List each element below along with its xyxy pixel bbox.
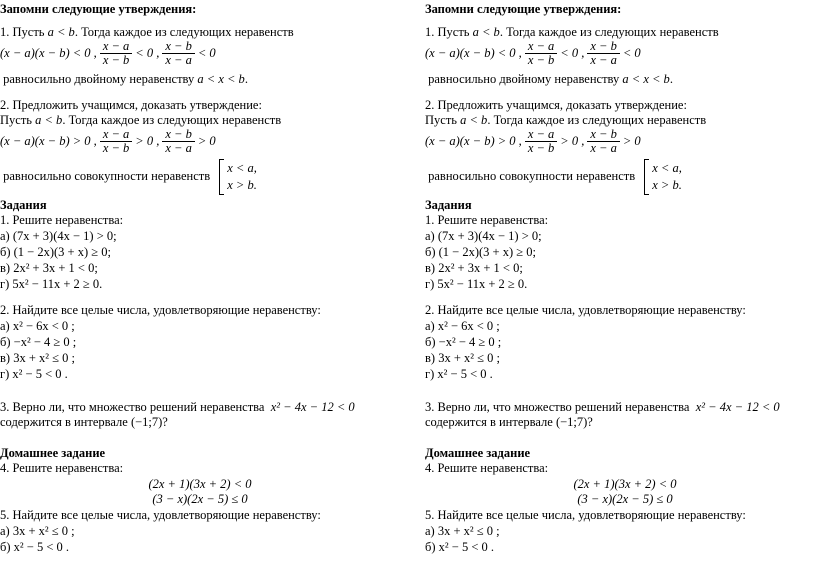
section-heading-tasks: Задания bbox=[425, 198, 472, 212]
statement-2-inequalities bbox=[425, 128, 641, 155]
fraction-2-denominator: x − a bbox=[590, 53, 617, 67]
homework-5-item-b: б) x² − 5 < 0 . bbox=[0, 540, 69, 554]
fraction-2 bbox=[162, 40, 194, 67]
fraction-4-relation: > 0 bbox=[622, 134, 641, 148]
fraction-3-denominator: x − b bbox=[527, 141, 555, 155]
statement-1-condition: a < b bbox=[47, 25, 75, 39]
union-line-2: x > b. bbox=[227, 178, 257, 193]
conclusion-period: . bbox=[244, 72, 248, 86]
section-heading-homework: Домашнее задание bbox=[0, 446, 106, 460]
task-1-item-c: в) 2x² + 3x + 1 < 0; bbox=[425, 261, 523, 275]
section-heading-tasks: Задания bbox=[0, 198, 47, 212]
fraction-1-numerator: x − a bbox=[525, 40, 557, 54]
task-1-item-b: б) (1 − 2x)(3 + x) ≥ 0; bbox=[425, 245, 536, 259]
statement-2-rest: . Тогда каждое из следующих неравенств bbox=[62, 113, 282, 127]
statement-1-rest: . Тогда каждое из следующих неравенств bbox=[74, 25, 294, 39]
product-inequality-1: (x − a)(x − b) < 0 , bbox=[425, 46, 522, 60]
task-3-line-1 bbox=[425, 400, 780, 415]
statement-1-condition: a < b bbox=[472, 25, 500, 39]
task-1-item-b: б) (1 − 2x)(3 + x) ≥ 0; bbox=[0, 245, 111, 259]
fraction-1-relation: < 0 , bbox=[560, 46, 585, 60]
fraction-3-relation: > 0 , bbox=[135, 134, 160, 148]
fraction-3-denominator: x − b bbox=[102, 141, 130, 155]
union-line-1: x < a, bbox=[652, 161, 682, 176]
task-2-item-a: а) x² − 6x < 0 ; bbox=[425, 319, 500, 333]
statement-2-line bbox=[0, 113, 281, 128]
statement-1-inequalities bbox=[425, 40, 641, 67]
statement-1-conclusion bbox=[0, 72, 248, 87]
fraction-4-denominator: x − a bbox=[590, 141, 617, 155]
task-2-item-d: г) x² − 5 < 0 . bbox=[0, 367, 68, 381]
fraction-1 bbox=[100, 40, 132, 67]
conclusion-period: . bbox=[669, 72, 673, 86]
task-1-item-a: а) (7x + 3)(4x − 1) > 0; bbox=[0, 229, 117, 243]
statement-2-rest: . Тогда каждое из следующих неравенств bbox=[487, 113, 707, 127]
union-line-1: x < a, bbox=[227, 161, 257, 176]
task-2-item-c: в) 3x + x² ≤ 0 ; bbox=[425, 351, 500, 365]
fraction-1 bbox=[525, 40, 557, 67]
union-text: равносильно совокупности неравенств bbox=[3, 169, 211, 183]
fraction-2 bbox=[587, 40, 619, 67]
fraction-1-denominator: x − b bbox=[102, 53, 130, 67]
statement-2-condition: a < b bbox=[460, 113, 488, 127]
task-2-item-a: а) x² − 6x < 0 ; bbox=[0, 319, 75, 333]
statement-2-conclusion bbox=[0, 158, 257, 195]
statement-1-conclusion bbox=[425, 72, 673, 87]
section-heading-remember: Запомни следующие утверждения: bbox=[0, 2, 197, 16]
fraction-2-numerator: x − b bbox=[587, 40, 619, 54]
fraction-3-relation: > 0 , bbox=[560, 134, 585, 148]
homework-4-title: 4. Решите неравенства: bbox=[0, 461, 124, 475]
task-2-item-b: б) −x² − 4 ≥ 0 ; bbox=[0, 335, 77, 349]
fraction-3 bbox=[100, 128, 132, 155]
homework-5-item-b: б) x² − 5 < 0 . bbox=[425, 540, 494, 554]
product-inequality-2: (x − a)(x − b) > 0 , bbox=[0, 134, 97, 148]
statement-1-intro: 1. Пусть bbox=[0, 25, 45, 39]
fraction-2-numerator: x − b bbox=[162, 40, 194, 54]
task-3-inequality: x² − 4x − 12 < 0 bbox=[270, 400, 355, 414]
task-3-line-2 bbox=[425, 415, 593, 430]
task-3-question-mark: ? bbox=[587, 415, 593, 429]
section-heading-homework: Домашнее задание bbox=[425, 446, 531, 460]
statement-2-line bbox=[425, 113, 706, 128]
statement-2-intro: Пусть bbox=[425, 113, 457, 127]
double-inequality: a < x < b bbox=[197, 72, 245, 86]
task-3-interval-text: содержится в интервале bbox=[0, 415, 128, 429]
statement-1-inequalities bbox=[0, 40, 216, 67]
homework-5-item-a: а) 3x + x² ≤ 0 ; bbox=[0, 524, 75, 538]
homework-4-line-1: (2x + 1)(3x + 2) < 0 bbox=[573, 477, 677, 491]
fraction-4-numerator: x − b bbox=[162, 128, 194, 142]
task-1-item-a: а) (7x + 3)(4x − 1) > 0; bbox=[425, 229, 542, 243]
task-1-item-c: в) 2x² + 3x + 1 < 0; bbox=[0, 261, 98, 275]
statement-2-inequalities bbox=[0, 128, 216, 155]
worksheet-column-left bbox=[0, 0, 400, 562]
section-heading-remember: Запомни следующие утверждения: bbox=[425, 2, 622, 16]
fraction-3-numerator: x − a bbox=[100, 128, 132, 142]
statement-2-title: 2. Предложить учащимся, доказать утверждение: bbox=[425, 98, 687, 112]
task-3-interval-text: содержится в интервале bbox=[425, 415, 553, 429]
fraction-2-relation: < 0 bbox=[622, 46, 641, 60]
task-3-line-1 bbox=[0, 400, 355, 415]
statement-1-line bbox=[0, 25, 294, 40]
statement-1-rest: . Тогда каждое из следующих неравенств bbox=[499, 25, 719, 39]
statement-2-intro: Пусть bbox=[0, 113, 32, 127]
product-inequality-2: (x − a)(x − b) > 0 , bbox=[425, 134, 522, 148]
statement-2-title: 2. Предложить учащимся, доказать утверждение: bbox=[0, 98, 262, 112]
square-bracket bbox=[219, 159, 224, 195]
task-3-inequality: x² − 4x − 12 < 0 bbox=[695, 400, 780, 414]
homework-5-title: 5. Найдите все целые числа, удовлетворяющие неравенству: bbox=[425, 508, 746, 522]
fraction-1-numerator: x − a bbox=[100, 40, 132, 54]
task-3-interval: (−1;7) bbox=[130, 415, 163, 429]
fraction-4-denominator: x − a bbox=[165, 141, 192, 155]
fraction-4 bbox=[162, 128, 194, 155]
homework-5-title: 5. Найдите все целые числа, удовлетворяющие неравенству: bbox=[0, 508, 321, 522]
equivalence-text: равносильно двойному неравенству bbox=[3, 72, 195, 86]
task-2-item-c: в) 3x + x² ≤ 0 ; bbox=[0, 351, 75, 365]
inequality-union bbox=[652, 160, 682, 194]
task-1-item-d: г) 5x² − 11x + 2 ≥ 0. bbox=[425, 277, 528, 291]
task-3-question-mark: ? bbox=[162, 415, 168, 429]
fraction-1-relation: < 0 , bbox=[135, 46, 160, 60]
homework-4-line-2: (3 − x)(2x − 5) ≤ 0 bbox=[152, 492, 248, 506]
fraction-2-relation: < 0 bbox=[197, 46, 216, 60]
inequality-union bbox=[227, 160, 257, 194]
task-3-question: 3. Верно ли, что множество решений неравенства bbox=[425, 400, 690, 414]
fraction-1-denominator: x − b bbox=[527, 53, 555, 67]
statement-1-line bbox=[425, 25, 719, 40]
fraction-4-numerator: x − b bbox=[587, 128, 619, 142]
union-line-2: x > b. bbox=[652, 178, 682, 193]
fraction-3 bbox=[525, 128, 557, 155]
homework-4-title: 4. Решите неравенства: bbox=[425, 461, 549, 475]
task-2-item-d: г) x² − 5 < 0 . bbox=[425, 367, 493, 381]
homework-4-line-2: (3 − x)(2x − 5) ≤ 0 bbox=[577, 492, 673, 506]
statement-2-conclusion bbox=[425, 158, 682, 195]
task-1-item-d: г) 5x² − 11x + 2 ≥ 0. bbox=[0, 277, 103, 291]
statement-1-intro: 1. Пусть bbox=[425, 25, 470, 39]
worksheet-column-right bbox=[425, 0, 816, 562]
square-bracket bbox=[644, 159, 649, 195]
fraction-2-denominator: x − a bbox=[165, 53, 192, 67]
double-inequality: a < x < b bbox=[622, 72, 670, 86]
task-2-title: 2. Найдите все целые числа, удовлетворяющие неравенству: bbox=[425, 303, 746, 317]
task-1-title: 1. Решите неравенства: bbox=[425, 213, 549, 227]
statement-2-condition: a < b bbox=[35, 113, 63, 127]
task-3-line-2 bbox=[0, 415, 168, 430]
fraction-3-numerator: x − a bbox=[525, 128, 557, 142]
task-1-title: 1. Решите неравенства: bbox=[0, 213, 124, 227]
homework-4-line-1: (2x + 1)(3x + 2) < 0 bbox=[148, 477, 252, 491]
fraction-4-relation: > 0 bbox=[197, 134, 216, 148]
fraction-4 bbox=[587, 128, 619, 155]
task-2-item-b: б) −x² − 4 ≥ 0 ; bbox=[425, 335, 502, 349]
union-text: равносильно совокупности неравенств bbox=[428, 169, 636, 183]
task-2-title: 2. Найдите все целые числа, удовлетворяющие неравенству: bbox=[0, 303, 321, 317]
task-3-question: 3. Верно ли, что множество решений неравенства bbox=[0, 400, 265, 414]
homework-5-item-a: а) 3x + x² ≤ 0 ; bbox=[425, 524, 500, 538]
product-inequality-1: (x − a)(x − b) < 0 , bbox=[0, 46, 97, 60]
equivalence-text: равносильно двойному неравенству bbox=[428, 72, 620, 86]
task-3-interval: (−1;7) bbox=[555, 415, 588, 429]
